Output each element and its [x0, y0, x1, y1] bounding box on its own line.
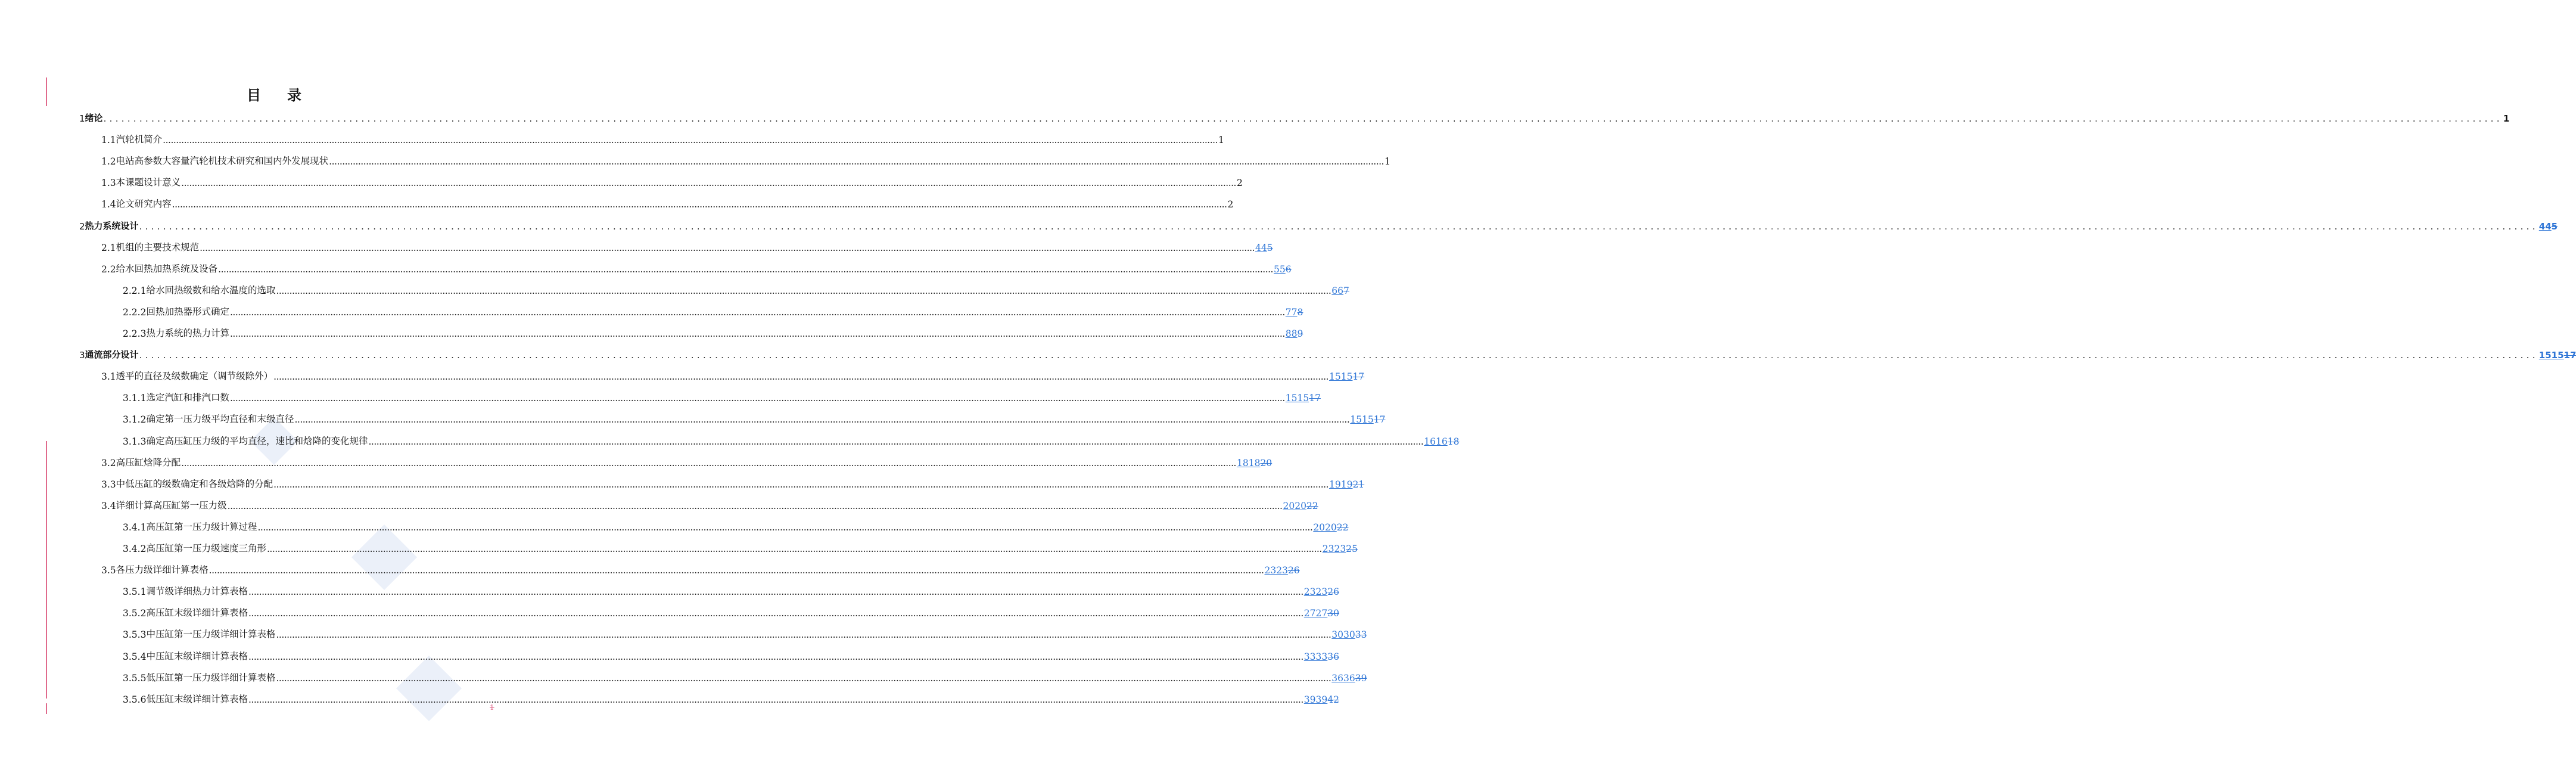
toc-entry-label: 论文研究内容 — [116, 198, 172, 210]
toc-entry[interactable] — [101, 235, 1273, 253]
toc-entry[interactable] — [123, 644, 1339, 662]
deleted-page-number: 21 — [1352, 479, 1365, 490]
toc-entry-number: 2.2 — [101, 263, 116, 275]
inserted-page-number: 2020 — [1313, 522, 1337, 533]
deleted-page-number: 9 — [1297, 328, 1303, 339]
toc-entry[interactable] — [101, 128, 1224, 146]
toc-entry-label: 详细计算高压缸第一压力级 — [116, 499, 227, 511]
toc-entry-label: 回热加热器形式确定 — [146, 306, 229, 317]
toc-entry-page — [1237, 178, 1243, 188]
toc-leader-dots: ................................................................................................................................................................................................................................................................................................................................................................................................................ — [276, 285, 1331, 296]
toc-entry-label: 给水回热级数和给水温度的选取 — [146, 284, 276, 296]
inserted-page-number: 2323 — [1303, 586, 1328, 598]
toc-entry-page — [1331, 285, 1349, 296]
toc-leader-dots: ................................................................................................................................................................................................................................................................................................................................................................................................................ — [163, 135, 1218, 146]
inserted-page-number: 1818 — [1236, 457, 1261, 468]
toc-entry-page — [1286, 393, 1321, 403]
toc-entry-label: 中压缸第一压力级详细计算表格 — [146, 629, 276, 640]
toc-entry-label: 中低压缸的级数确定和各级焓降的分配 — [116, 478, 273, 489]
toc-entry-label: 汽轮机简介 — [116, 134, 163, 145]
toc-entry[interactable] — [101, 451, 1273, 468]
deleted-page-number: 17 — [1352, 371, 1365, 383]
toc-entry[interactable] — [101, 192, 1234, 210]
toc-entry-number: 2 — [79, 221, 85, 232]
toc-entry-page — [1385, 156, 1390, 167]
deleted-page-number: 30 — [1327, 608, 1339, 619]
toc-leader-dots: ................................................................................................................................................................................................................................................................................................................................................................................................................ — [368, 436, 1424, 447]
toc-entry-number: 3.5.6 — [123, 694, 147, 705]
inserted-page-number: 1616 — [1424, 436, 1448, 447]
inserted-page-number: 3939 — [1303, 694, 1328, 705]
deleted-page-number: 39 — [1355, 672, 1367, 684]
toc-entry-label: 确定第一压力级平均直径和末级直径 — [146, 414, 294, 425]
toc-entry-page — [1283, 501, 1318, 511]
toc-entry-label: 透平的直径及级数确定（调节级除外） — [116, 371, 273, 382]
toc-entry-label: 高压缸第一压力级速度三角形 — [146, 543, 266, 554]
toc-entry[interactable] — [123, 407, 1386, 426]
toc-entry-number: 3.2 — [101, 457, 116, 468]
toc-entry-page — [1331, 673, 1367, 684]
inserted-page-number: 44 — [1255, 242, 1267, 253]
toc-leader-dots: ................................................................................................................................................................................................................................................................................................................................................................................................................ — [229, 306, 1285, 318]
toc-entry[interactable] — [123, 687, 1339, 705]
toc-entry-page — [1350, 414, 1385, 425]
toc-entry-page — [1274, 264, 1292, 275]
inserted-page-number: 2727 — [1303, 608, 1328, 619]
inserted-page-number: 88 — [1285, 328, 1298, 339]
toc-entry[interactable] — [101, 149, 1390, 167]
toc-entry[interactable] — [123, 579, 1339, 598]
inserted-page-number: 2020 — [1283, 500, 1306, 511]
toc-leader-dots: ................................................................................................................................................................................................................................................................................................................................................................................................................ — [266, 544, 1322, 554]
toc-entry-number: 3.5.5 — [123, 672, 147, 684]
toc-leader-dots: ................................................................................................................................................................................................................................................................................................................................................................................................................ — [181, 457, 1236, 468]
toc-leader-dots: ................................................................................................................................................................................................................................................................................................................................................................................................................ — [229, 393, 1285, 404]
toc-leader-dots: ................................................................................................................................................................................................................................................................................................................................................................................................................ — [248, 694, 1303, 705]
page-number: 1 — [1384, 156, 1390, 167]
inserted-page-number: 1515 — [2538, 350, 2564, 361]
toc-entry-label: 各压力级详细计算表格 — [116, 564, 209, 576]
deleted-page-number: 26 — [1287, 565, 1300, 576]
toc-entry[interactable] — [101, 257, 1292, 275]
toc-entry-label: 绪论 — [85, 113, 103, 123]
title-char: 目 — [247, 87, 261, 104]
inserted-page-number: 77 — [1285, 306, 1298, 318]
toc-title — [0, 83, 548, 104]
toc-entry[interactable] — [123, 321, 1303, 339]
toc-entry-number: 3.1.2 — [123, 414, 147, 426]
inserted-page-number: 3636 — [1331, 672, 1355, 684]
inserted-page-number: 2323 — [1322, 544, 1346, 554]
toc-entry-page — [1286, 307, 1303, 318]
toc-leader-dots: ................................................................................................................................................................................................................................................................................................................................................................................................................ — [200, 242, 1255, 253]
toc-entry-page — [1329, 479, 1364, 490]
page-number: 1 — [1218, 135, 1224, 146]
toc-entry[interactable] — [101, 170, 1243, 189]
toc-entry-page — [2539, 350, 2576, 361]
toc-entry-page — [1264, 565, 1299, 576]
toc-entry[interactable] — [79, 343, 2576, 361]
toc-leader-dots: ................................................................................................................................................................................................................................................................................................................................................................................................................ — [218, 263, 1273, 275]
toc-leader-dots: ................................................................................................................................................................................................................................................................................................................................................................................................................ — [248, 586, 1303, 598]
toc-entry-label: 中压缸末级详细计算表格 — [146, 650, 248, 662]
deleted-page-number: 25 — [1346, 544, 1358, 554]
inserted-page-number: 66 — [1331, 285, 1344, 296]
toc-leader-dots: ................................................................................................................................................................................................................................................................................................................................................................................................................ — [276, 629, 1331, 641]
toc-entry-page — [2539, 221, 2558, 232]
toc-entry[interactable] — [101, 472, 1365, 490]
toc-entry[interactable] — [123, 515, 1349, 533]
footer-page-number: 1 — [490, 703, 494, 712]
toc-entry-number: 3.4 — [101, 500, 116, 511]
toc-entry-number: 3.5.3 — [123, 629, 147, 641]
toc-leader-dots: ................................................................................................................................................................................................................................................................................................................................................................................................................ — [273, 371, 1329, 383]
toc-entry-number: 3.1 — [101, 371, 116, 383]
deleted-page-number: 42 — [1327, 694, 1339, 705]
deleted-page-number: 36 — [1327, 651, 1339, 662]
toc-entry-page — [1286, 328, 1303, 339]
toc-entry-page — [1304, 694, 1339, 705]
toc-leader-dots: ................................................................................................................................................................................................................................................................................................................................................................................................................ — [329, 156, 1384, 167]
inserted-page-number: 1515 — [1350, 414, 1374, 426]
toc-entry-label: 低压缸第一压力级详细计算表格 — [146, 672, 276, 683]
deleted-page-number: 22 — [1336, 522, 1349, 533]
toc-entry[interactable] — [123, 666, 1367, 684]
toc-entry[interactable] — [123, 429, 1460, 447]
toc-entry-label: 高压缸第一压力级计算过程 — [146, 521, 257, 532]
toc-entry[interactable] — [123, 386, 1321, 404]
deleted-page-number: 22 — [1306, 500, 1318, 511]
toc-entry-number: 3.5.2 — [123, 608, 147, 619]
toc-entry-page — [1331, 629, 1367, 640]
toc-entry-page — [1313, 522, 1348, 533]
inserted-page-number: 1919 — [1329, 479, 1353, 490]
toc-entry-page — [1227, 199, 1233, 210]
toc-entry[interactable] — [123, 300, 1303, 318]
toc-entry-number: 2.2.1 — [123, 285, 147, 296]
toc-entry-label: 电站高参数大容量汽轮机技术研究和国内外发展现状 — [116, 156, 329, 167]
toc-entry-number: 1 — [79, 113, 85, 124]
page-number: 1 — [2503, 113, 2510, 124]
toc-entry-number: 3.4.1 — [123, 522, 147, 533]
toc-leader-dots: ................................................................................................................................................................................................................................................................................................................................................................................................................ — [294, 414, 1350, 426]
deleted-page-number: 5 — [1267, 242, 1273, 253]
toc-entry-page — [1304, 651, 1339, 662]
toc-leader-dots: ................................................................................................................................................................................................................................................................................................................................................................................................................ — [248, 651, 1303, 662]
toc-entry-page — [1304, 608, 1339, 619]
deleted-page-number: 7 — [1343, 285, 1349, 296]
toc-entry-page — [2503, 113, 2509, 124]
toc-entry-label: 热力系统的热力计算 — [146, 328, 229, 339]
toc-entry[interactable] — [123, 536, 1358, 554]
title-char: 录 — [287, 87, 301, 104]
deleted-page-number: 6 — [1285, 263, 1292, 275]
toc-entry[interactable] — [101, 364, 1365, 383]
deleted-page-number: 18 — [1447, 436, 1460, 447]
toc-entry-number: 2.2.2 — [123, 306, 147, 318]
inserted-page-number: 3333 — [1303, 651, 1328, 662]
toc-entry-label: 通流部分设计 — [85, 349, 139, 361]
deleted-page-number: 8 — [1297, 306, 1303, 318]
toc-entry-page — [1304, 586, 1339, 597]
toc-entry-number: 3.3 — [101, 479, 116, 490]
toc-entry-number: 3.4.2 — [123, 544, 147, 554]
toc-entry-page — [1424, 436, 1459, 447]
deleted-page-number: 17 — [1309, 393, 1321, 404]
toc-leader-dots: ................................................................................................................................................................................................................................................................................................................................................................................................................ — [276, 672, 1331, 684]
toc-leader-dots: ................................................................................................................................................................................................................................................................................................................................................................................................................ — [257, 522, 1313, 533]
toc-entry[interactable] — [79, 214, 2558, 232]
toc-leader-dots: ................................................................................................................................................................................................................................................................................................................................................................................................................ — [248, 608, 1303, 619]
page-number: 2 — [1236, 178, 1243, 189]
toc-entry-number: 1.4 — [101, 199, 116, 210]
toc-entry-number: 1.2 — [101, 156, 116, 167]
toc-entry[interactable] — [101, 558, 1300, 576]
toc-entry[interactable] — [123, 278, 1349, 296]
toc-leader-dots: ................................................................................................................................................................................................................................................................................................................................................................................................................ — [103, 113, 2503, 124]
inserted-page-number: 1515 — [1329, 371, 1353, 383]
toc-entry-label: 本课题设计意义 — [116, 177, 181, 188]
toc-entry[interactable] — [123, 622, 1367, 641]
toc-entry-page — [1323, 544, 1358, 554]
toc-entry-page — [1237, 458, 1272, 468]
toc-entry-number: 3.1.1 — [123, 393, 147, 404]
toc-leader-dots: ................................................................................................................................................................................................................................................................................................................................................................................................................ — [209, 565, 1264, 576]
toc-leader-dots: ................................................................................................................................................................................................................................................................................................................................................................................................................ — [139, 350, 2538, 361]
toc-leader-dots: ................................................................................................................................................................................................................................................................................................................................................................................................................ — [139, 221, 2538, 232]
deleted-page-number: 20 — [1260, 457, 1273, 468]
toc-entry-label: 低压缸末级详细计算表格 — [146, 693, 248, 704]
toc-entry-number: 3.1.3 — [123, 436, 147, 447]
deleted-page-number: 17 — [2563, 350, 2576, 361]
toc-leader-dots: ................................................................................................................................................................................................................................................................................................................................................................................................................ — [172, 199, 1227, 210]
inserted-page-number: 44 — [2538, 221, 2552, 232]
toc-entry-number: 3.5.1 — [123, 586, 147, 598]
toc-entry-label: 机组的主要技术规范 — [116, 241, 200, 253]
toc-entry[interactable] — [101, 493, 1318, 511]
toc-entry-label: 给水回热加热系统及设备 — [116, 263, 218, 274]
toc-entry-label: 确定高压缸压力级的平均直径，速比和焓降的变化规律 — [146, 435, 368, 446]
toc-entry-number: 1.1 — [101, 135, 116, 146]
toc-leader-dots: ................................................................................................................................................................................................................................................................................................................................................................................................................ — [181, 178, 1236, 189]
toc-leader-dots: ................................................................................................................................................................................................................................................................................................................................................................................................................ — [229, 328, 1285, 339]
deleted-page-number: 17 — [1373, 414, 1386, 426]
page-number: 2 — [1227, 199, 1234, 210]
toc-entry-label: 高压缸末级详细计算表格 — [146, 607, 248, 619]
inserted-page-number: 1515 — [1285, 393, 1309, 404]
change-bar — [46, 441, 47, 699]
inserted-page-number: 3030 — [1331, 629, 1355, 641]
toc-entry-number: 3.5 — [101, 565, 116, 576]
toc-entry-label: 高压缸焓降分配 — [116, 457, 181, 468]
toc-entry-number: 2.2.3 — [123, 328, 147, 339]
toc-entry-number: 2.1 — [101, 242, 116, 253]
inserted-page-number: 55 — [1273, 263, 1286, 275]
toc-entry-page — [1255, 243, 1273, 253]
deleted-page-number: 33 — [1355, 629, 1367, 641]
toc-entry-page — [1218, 135, 1224, 145]
toc-entry-label: 热力系统设计 — [85, 220, 139, 231]
toc-entry-number: 3 — [79, 350, 85, 361]
toc-entry[interactable] — [79, 106, 2510, 124]
toc-entry-label: 调节级详细热力计算表格 — [146, 586, 248, 597]
deleted-page-number: 5 — [2551, 221, 2558, 232]
toc-entry-number: 3.5.4 — [123, 651, 147, 662]
toc-entry-label: 选定汽缸和排汽口数 — [146, 392, 229, 403]
change-bar — [46, 703, 47, 714]
toc-leader-dots: ................................................................................................................................................................................................................................................................................................................................................................................................................ — [227, 500, 1283, 511]
inserted-page-number: 2323 — [1264, 565, 1288, 576]
toc-leader-dots: ................................................................................................................................................................................................................................................................................................................................................................................................................ — [273, 479, 1329, 490]
toc-entry-page — [1329, 371, 1364, 382]
toc-entry-number: 1.3 — [101, 178, 116, 189]
toc-entry[interactable] — [123, 601, 1339, 619]
deleted-page-number: 26 — [1327, 586, 1339, 598]
